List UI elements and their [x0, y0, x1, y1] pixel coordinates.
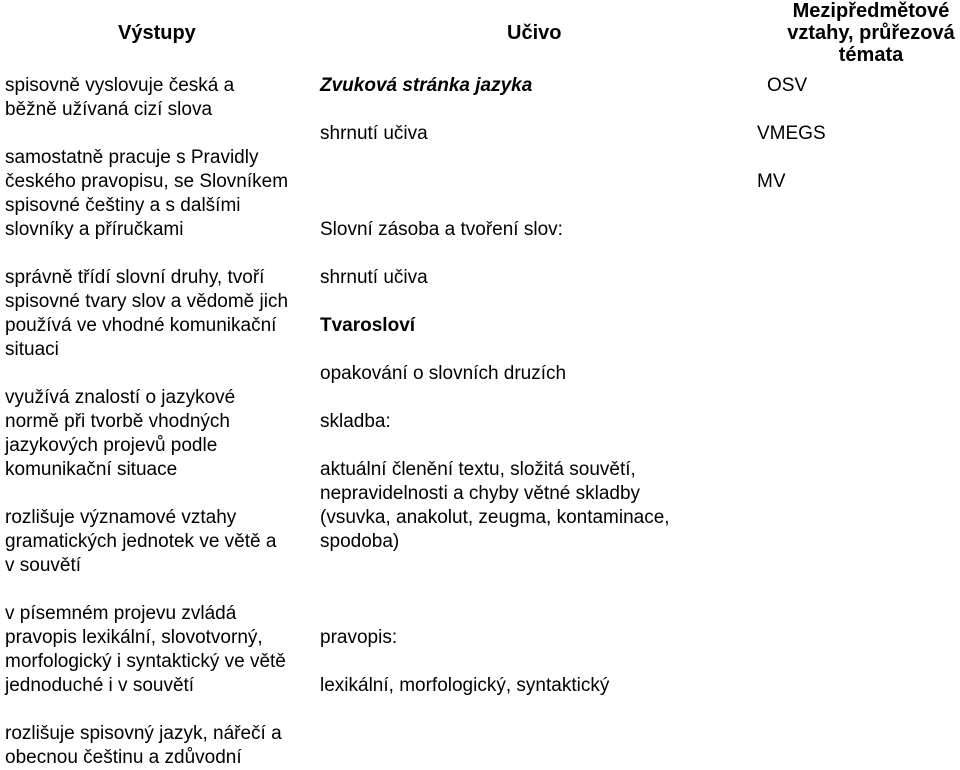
vystup-line: samostatně pracuje s Pravidly — [5, 147, 259, 168]
vystup-line: spisovně vyslovuje česká a — [5, 75, 235, 96]
vystup-item — [5, 146, 288, 242]
vystup-line: morfologický i syntaktický ve větě — [5, 651, 286, 672]
vystup-line: spisovné češtiny a s dalšími — [5, 195, 241, 216]
vystup-item — [5, 74, 234, 122]
header-ucivo: Učivo — [507, 22, 562, 44]
vystup-line: jazykových projevů podle — [5, 435, 218, 456]
ucivo-slovni-zasoba: Slovní zásoba a tvoření slov: — [320, 219, 563, 240]
ucivo-shrnuti-2: shrnutí učiva — [320, 267, 428, 288]
vystup-line: jednoduché i v souvětí — [5, 675, 195, 696]
ucivo-line: aktuální členění textu, složitá souvětí, — [320, 459, 636, 480]
ucivo-skladba: skladba: — [320, 411, 391, 432]
ucivo-aktualni — [320, 458, 670, 554]
vystup-item — [5, 386, 235, 482]
vystup-line: používá ve vhodné komunikační — [5, 315, 277, 336]
header-mezipredmetove-line-2: vztahy, průřezová — [787, 22, 955, 44]
ucivo-pravopis: pravopis: — [320, 627, 398, 648]
ucivo-line: (vsuvka, anakolut, zeugma, kontaminace, — [320, 507, 670, 528]
ucivo-line: nepravidelnosti a chyby větné skladby — [320, 483, 641, 504]
vystup-line: rozlišuje spisovný jazyk, nářečí a — [5, 723, 282, 744]
ucivo-shrnuti-1: shrnutí učiva — [320, 123, 428, 144]
vystup-line: normě při tvorbě vhodných — [5, 411, 230, 432]
vystup-item — [5, 506, 276, 578]
header-mezipredmetove-line-1: Mezipředmětové — [792, 0, 950, 22]
vystup-line: běžně užívaná cizí slova — [5, 99, 213, 120]
vystup-line: v souvětí — [5, 555, 82, 576]
vystup-line: pravopis lexikální, slovotvorný, — [5, 627, 263, 648]
vystup-line: rozlišuje významové vztahy — [5, 507, 237, 528]
vztah-vmegs: VMEGS — [757, 123, 826, 144]
vystup-line: českého pravopisu, se Slovníkem — [5, 171, 289, 192]
vystup-line: situaci — [5, 339, 59, 360]
vystup-line: správně třídí slovní druhy, tvoří — [5, 267, 265, 288]
ucivo-line: spodoba) — [320, 531, 400, 552]
ucivo-zvukova-stranka: Zvuková stránka jazyka — [320, 75, 533, 96]
vystup-line: gramatických jednotek ve větě a — [5, 531, 277, 552]
vystup-line: obecnou češtinu a zdůvodní — [5, 747, 242, 768]
ucivo-tvaroslovi: Tvarosloví — [320, 315, 416, 336]
header-vystupy: Výstupy — [118, 22, 196, 44]
vystup-line: spisovné tvary slov a vědomě jich — [5, 291, 289, 312]
vystup-line: v písemném projevu zvládá — [5, 603, 237, 624]
vystup-line: komunikační situace — [5, 459, 178, 480]
ucivo-lexikalni: lexikální, morfologický, syntaktický — [320, 675, 610, 696]
ucivo-opakovani: opakování o slovních druzích — [320, 363, 567, 384]
vystup-line: slovníky a příručkami — [5, 219, 184, 240]
vystup-item — [5, 266, 288, 362]
header-mezipredmetove-line-3: témata — [838, 44, 904, 66]
header-mezipredmetove — [780, 0, 960, 66]
vystup-item — [5, 602, 286, 698]
vztah-osv: OSV — [767, 75, 808, 96]
vztah-mv: MV — [757, 171, 786, 192]
vystup-item — [5, 722, 282, 770]
vystup-line: využívá znalostí o jazykové — [5, 387, 236, 408]
